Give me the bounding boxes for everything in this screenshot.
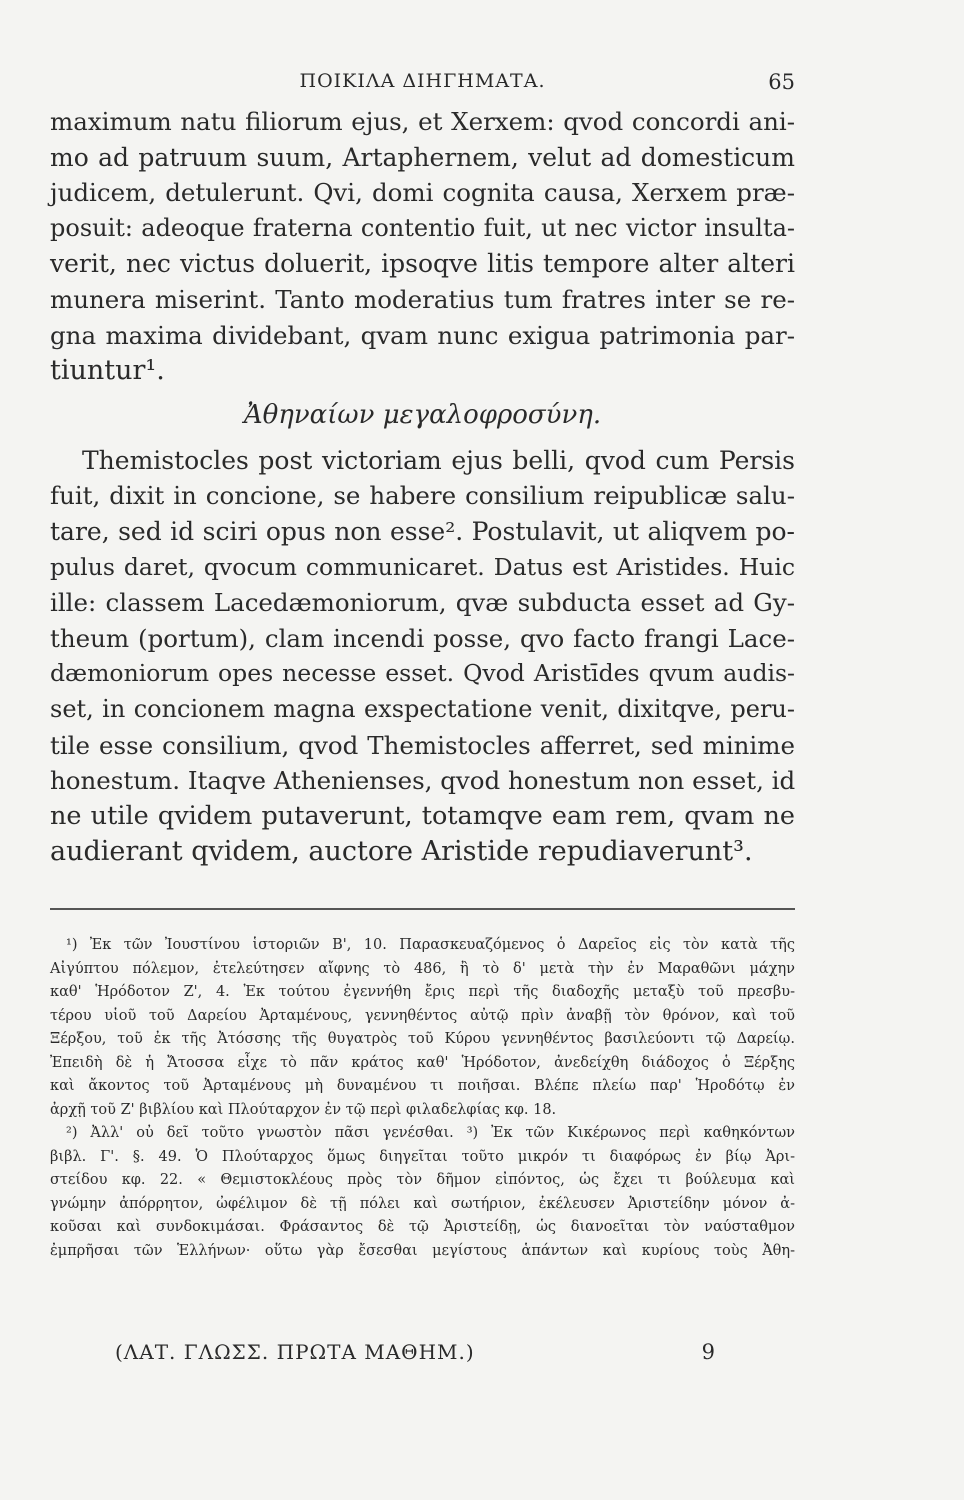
text-line: tile esse consilium, qvod Themistocles afferret, sed minime: [50, 730, 795, 760]
running-title: ΠΟΙΚΙΛΑ ΔΙΗΓΗΜΑΤΑ.: [299, 70, 546, 92]
text-line: tiuntur¹.: [50, 355, 165, 387]
page-number: 65: [768, 70, 795, 94]
footnote-divider: [50, 908, 795, 910]
text-line: verit, nec victus doluerit, ipsoqve litis tempore alter alteri: [50, 249, 795, 279]
footnote-line: ²) Ἀλλ' οὐ δεῖ τοῦτο γνωστὸν πᾶσι γενέσθαι. ³) Ἐκ τῶν Κικέρωνος περὶ καθηκόντων: [66, 1125, 795, 1141]
text-line: munera miserint. Tanto moderatius tum fratres inter se re-: [50, 284, 795, 314]
text-line: ille: classem Lacedæmoniorum, qvæ subducta esset ad Gy-: [50, 588, 795, 618]
text-line: pulus daret, qvocum communicaret. Datus est Aristides. Huic: [50, 552, 795, 581]
text-line: gna maxima dividebant, qvam nunc exigua patrimonia par-: [50, 320, 795, 350]
footnote-line: γνώμην ἀπόρρητον, ὠφέλιμον δὲ τῇ πόλει καὶ σωτήριον, ἐκέλευσεν Ἀριστείδην μόνον ἀ-: [50, 1195, 795, 1212]
main-text: [50, 104, 795, 870]
sheet-number: 9: [701, 1340, 715, 1364]
footnote-line: Ξέρξου, τοῦ ἐκ τῆς Ἀτόσσης τῆς θυγατρὸς τοῦ Κύρου γεννηθέντος βασιλεύοντι τῷ Δαρείῳ.: [50, 1031, 795, 1047]
footnote-line: στείδου κφ. 22. « Θεμιστοκλέους πρὸς τὸν δῆμον εἰπόντος, ὡς ἔχει τι βούλευμα καὶ: [50, 1172, 795, 1188]
text-line: ne utile qvidem putaverunt, totamqve eam rem, qvam ne: [50, 800, 795, 831]
text-line: posuit: adeoque fraterna contentio fuit, ut nec victor insulta-: [50, 213, 795, 242]
page-footer: [115, 1340, 715, 1372]
footnote-line: βιβλ. Γ'. §. 49. Ὁ Πλούταρχος ὅμως διηγεῖται τοῦτο μικρόν τι διαφόρως ἐν βίῳ Ἀρι-: [50, 1148, 795, 1165]
paragraph-2: [50, 443, 795, 870]
text-line: dæmoniorum opes necesse esset. Qvod Aristīdes qvum audis-: [50, 659, 795, 688]
printer-signature: (ΛΑΤ. ΓΛΩΣΣ. ΠΡΩΤΑ ΜΑΘΗΜ.): [115, 1340, 475, 1364]
footnotes: [50, 934, 795, 1263]
text-line: theum (portum), clam incendi posse, qvo facto frangi Lace-: [50, 623, 795, 653]
footnote-line: καὶ ἄκοντος τοῦ Ἀρταμένους μὴ δυναμένου τι ποιῆσαι. Βλέπε πλείω παρ' Ἡροδότῳ ἐν: [50, 1078, 795, 1094]
footnote-line: ἀρχῇ τοῦ Ζ' βιβλίου καὶ Πλούταρχον ἐν τῷ περὶ φιλαδελφίας κφ. 18.: [50, 1101, 557, 1118]
footnote-line: Αἰγύπτου πόλεμον, ἐτελεύτησεν αἴφνης τὸ 486, ἢ τὸ δ' μετὰ τὴν ἐν Μαραθῶνι μάχην: [50, 960, 795, 977]
text-line: set, in concionem magna exspectatione venit, dixitqve, peru-: [50, 694, 795, 723]
text-line: mo ad patruum suum, Artaphernem, velut ad domesticum: [50, 142, 795, 172]
text-line: judicem, detulerunt. Qvi, domi cognita causa, Xerxem præ-: [50, 178, 795, 208]
section-heading: Ἀθηναίων μεγαλοφροσύνη.: [243, 399, 602, 430]
running-head: [50, 70, 795, 100]
footnote-line: Ἐπειδὴ δὲ ἡ Ἄτοσσα εἶχε τὸ πᾶν κράτος καθ' Ἡρόδοτον, ἀνεδείχθη διάδοχος ὁ Ξέρξης: [50, 1054, 795, 1071]
footnote-line: κοῦσαι καὶ συνδοκιμάσαι. Φράσαντος δὲ τῷ Ἀριστείδῃ, ὡς διανοεῖται τὸν ναύσταθμον: [50, 1219, 795, 1235]
text-line: maximum natu filiorum ejus, et Xerxem: qvod concordi ani-: [50, 107, 795, 136]
text-line: tare, sed id sciri opus non esse². Postulavit, ut aliqvem po-: [50, 516, 795, 546]
text-line: fuit, dixit in concione, se habere consilium reipublicæ salu-: [50, 481, 795, 511]
footnote-line: καθ' Ἡρόδοτον Ζ', 4. Ἐκ τούτου ἐγεννήθη ἔρις περὶ τῆς διαδοχῆς μεταξὺ τοῦ πρεσβυ-: [50, 984, 795, 1000]
text-line: honestum. Itaqve Athenienses, qvod honestum non esset, id: [50, 766, 796, 796]
footnote-line: τέρου υἱοῦ τοῦ Δαρείου Ἀρταμένους, γεννηθέντος αὐτῷ πρὶν ἀναβῇ τὸν θρόνον, καὶ τοῦ: [50, 1007, 795, 1024]
footnote-line: ἐμπρῆσαι τῶν Ἑλλήνων· οὕτω γὰρ ἔσεσθαι μεγίστους ἁπάντων καὶ κυρίους τοὺς Ἀθη-: [50, 1242, 795, 1259]
text-line: Themistocles post victoriam ejus belli, qvod cum Persis: [82, 445, 795, 475]
footnote-line: ¹) Ἐκ τῶν Ἰουστίνου ἱστοριῶν Β', 10. Παρασκευαζόμενος ὁ Δαρεῖος εἰς τὸν κατὰ τῆς: [66, 937, 795, 953]
paragraph-1: [50, 104, 795, 389]
text-line: audierant qvidem, auctore Aristide repudiaverunt³.: [50, 836, 753, 868]
